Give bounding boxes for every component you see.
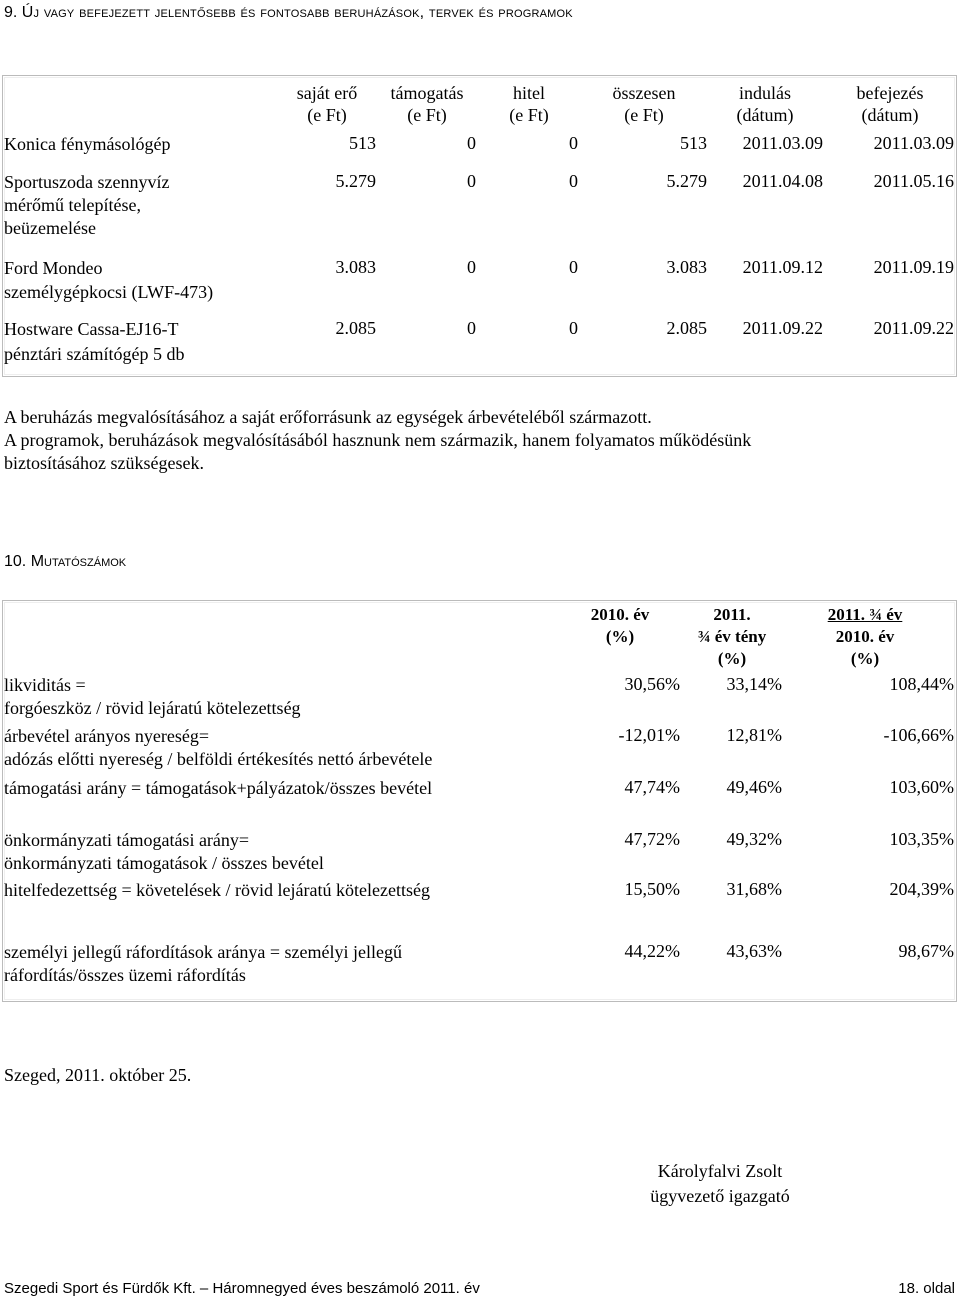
label-line: hitelfedezettség = követelések / rövid lejáratú kötelezettség (4, 880, 430, 900)
ind-val-ratio: 103,60% (889, 777, 954, 797)
header-line: támogatás (390, 83, 464, 103)
header-sajat-ero (272, 82, 382, 126)
ind-val-2011: 43,63% (726, 941, 782, 961)
place-date: Szeged, 2011. október 25. (4, 1065, 192, 1085)
val-sajat-ero: 3.083 (335, 257, 376, 277)
label-line: forgóeszköz / rövid lejáratú kötelezettség (4, 698, 301, 718)
ind-val-2010: 47,74% (624, 777, 680, 797)
header-unit: (e Ft) (307, 105, 347, 125)
val-befejezes: 2011.09.22 (873, 318, 954, 338)
val-tamogatas: 0 (467, 318, 476, 338)
label-line: árbevétel arányos nyereség= (4, 726, 210, 746)
header-line: 2011. ¾ év (827, 605, 903, 624)
val-osszesen: 5.279 (666, 171, 707, 191)
header-line: 2011. (713, 605, 751, 624)
investment-row (4, 133, 170, 155)
investment-name: beüzemelése (4, 218, 96, 238)
header-line: indulás (739, 83, 791, 103)
section-number: 10. (4, 553, 27, 570)
signature-block (590, 1159, 850, 1209)
ind-val-ratio: 103,35% (889, 829, 954, 849)
val-indulas: 2011.09.12 (742, 257, 823, 277)
val-hitel: 0 (569, 171, 578, 191)
header-line: összesen (612, 83, 676, 103)
indicator-label (4, 674, 301, 720)
header-line: hitel (513, 83, 545, 103)
val-osszesen: 2.085 (666, 318, 707, 338)
ind-val-2010: 47,72% (624, 829, 680, 849)
ind-val-ratio: 204,39% (889, 879, 954, 899)
investment-row (4, 171, 169, 239)
val-sajat-ero: 513 (349, 133, 376, 153)
header-line: 2010. év (835, 627, 895, 646)
val-sajat-ero: 2.085 (335, 318, 376, 338)
indicator-label (4, 879, 430, 901)
label-line: személyi jellegű ráfordítások aránya = személyi jellegű (4, 942, 402, 962)
label-line: ráfordítás/összes üzemi ráfordítás (4, 965, 246, 985)
val-osszesen: 3.083 (666, 257, 707, 277)
signature-title: ügyvezető igazgató (650, 1186, 790, 1206)
val-befejezes: 2011.05.16 (873, 171, 954, 191)
label-line: önkormányzati támogatások / összes bevétel (4, 853, 324, 873)
investment-name: személygépkocsi (LWF-473) (4, 282, 214, 302)
indicator-label (4, 829, 324, 875)
label-line: adózás előtti nyereség / belföldi értékesítés nettó árbevétele (4, 749, 433, 769)
investment-name: Ford Mondeo (4, 258, 103, 278)
header-befejezes (830, 82, 950, 126)
val-befejezes: 2011.03.09 (873, 133, 954, 153)
header-tamogatas (372, 82, 482, 126)
header-line: 2010. év (590, 605, 650, 624)
val-hitel: 0 (569, 133, 578, 153)
ind-val-ratio: 98,67% (898, 941, 954, 961)
investment-row (4, 318, 184, 365)
ind-header-2010 (565, 604, 675, 648)
val-tamogatas: 0 (467, 133, 476, 153)
ind-val-2011: 31,68% (726, 879, 782, 899)
header-unit: (e Ft) (509, 105, 549, 125)
val-tamogatas: 0 (467, 171, 476, 191)
header-unit: (dátum) (861, 105, 919, 125)
ind-val-2011: 49,32% (726, 829, 782, 849)
paragraph-line: biztosításához szükségesek. (4, 453, 204, 473)
ind-header-ratio (800, 604, 930, 670)
header-unit: (%) (605, 627, 635, 646)
section-10-heading (4, 553, 126, 571)
label-line: támogatási arány = támogatások+pályázatok/összes bevétel (4, 778, 433, 798)
section-title: Új vagy befejezett jelentősebb és fontosabb beruházások, tervek és programok (21, 4, 573, 21)
indicator-label (4, 777, 432, 799)
val-osszesen: 513 (680, 133, 707, 153)
investment-paragraph (4, 406, 751, 475)
header-hitel (474, 82, 584, 126)
val-indulas: 2011.04.08 (742, 171, 823, 191)
header-unit: (dátum) (736, 105, 794, 125)
footer-right: 18. oldal (898, 1280, 955, 1297)
investment-name: pénztári számítógép 5 db (4, 344, 185, 364)
val-tamogatas: 0 (467, 257, 476, 277)
val-indulas: 2011.09.22 (742, 318, 823, 338)
section-title: Mutatószámok (30, 553, 127, 570)
ind-val-2010: -12,01% (618, 725, 680, 745)
val-hitel: 0 (569, 318, 578, 338)
footer-left: Szegedi Sport és Fürdők Kft. – Háromnegyed éves beszámoló 2011. év (4, 1280, 480, 1297)
indicator-label (4, 725, 432, 771)
header-unit: (%) (850, 649, 880, 668)
val-befejezes: 2011.09.19 (873, 257, 954, 277)
investment-row (4, 257, 213, 303)
ind-header-2011 (676, 604, 788, 670)
label-line: likviditás = (4, 675, 86, 695)
header-line: ¾ év tény (697, 627, 767, 646)
paragraph-line: A programok, beruházások megvalósításából hasznunk nem származik, hanem folyamatos működésünk (4, 430, 752, 450)
ind-val-ratio: -106,66% (883, 725, 954, 745)
ind-val-2011: 12,81% (726, 725, 782, 745)
investment-name: mérőmű telepítése, (4, 195, 141, 215)
header-osszesen (589, 82, 699, 126)
ind-val-2010: 15,50% (624, 879, 680, 899)
header-unit: (e Ft) (407, 105, 447, 125)
signature-name: Károlyfalvi Zsolt (657, 1161, 783, 1181)
val-hitel: 0 (569, 257, 578, 277)
val-indulas: 2011.03.09 (742, 133, 823, 153)
ind-val-2010: 44,22% (624, 941, 680, 961)
label-line: önkormányzati támogatási arány= (4, 830, 250, 850)
header-unit: (%) (717, 649, 747, 668)
paragraph-line: A beruházás megvalósításához a saját erőforrásunk az egységek árbevételéből származott. (4, 407, 652, 427)
ind-val-ratio: 108,44% (889, 674, 954, 694)
header-unit: (e Ft) (624, 105, 664, 125)
investment-name: Konica fénymásológép (4, 134, 171, 154)
ind-val-2011: 33,14% (726, 674, 782, 694)
investment-name: Hostware Cassa-EJ16-T (4, 319, 179, 339)
ind-val-2011: 49,46% (726, 777, 782, 797)
val-sajat-ero: 5.279 (335, 171, 376, 191)
investment-name: Sportuszoda szennyvíz (4, 172, 170, 192)
header-line: saját erő (296, 83, 358, 103)
header-line: befejezés (856, 83, 924, 103)
section-number: 9. (4, 4, 18, 21)
indicator-label (4, 941, 402, 987)
section-9-heading (4, 4, 573, 22)
ind-val-2010: 30,56% (624, 674, 680, 694)
header-indulas (705, 82, 825, 126)
